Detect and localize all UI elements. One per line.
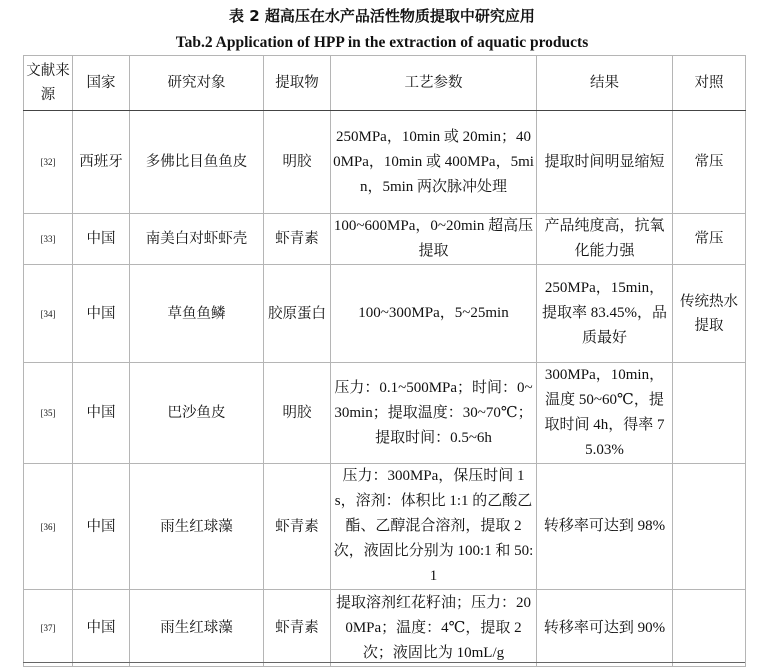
cell-ref: [34] xyxy=(24,265,73,363)
table-row xyxy=(24,214,746,265)
cell-control xyxy=(673,363,746,464)
cell-params: 100~300MPa，5~25min xyxy=(331,265,537,363)
cell-country: 西班牙 xyxy=(73,111,130,214)
cell-control: 常压 xyxy=(673,214,746,265)
cell-result: 转移率可达到 98% xyxy=(537,464,673,590)
cell-country: 中国 xyxy=(73,590,130,667)
cell-object: 草鱼鱼鳞 xyxy=(130,265,264,363)
cell-control xyxy=(673,590,746,667)
cell-extract: 明胶 xyxy=(264,111,331,214)
cell-extract: 虾青素 xyxy=(264,590,331,667)
column-header-params: 工艺参数 xyxy=(331,56,537,111)
column-header-control: 对照 xyxy=(673,56,746,111)
cell-extract: 胶原蛋白 xyxy=(264,265,331,363)
cell-params: 提取溶剂红花籽油；压力：200MPa；温度：4℃，提取 2 次；液固比为 10mL/g xyxy=(331,590,537,667)
cell-params: 压力：0.1~500MPa；时间：0~30min；提取温度：30~70℃；提取时间：0.5~6h xyxy=(331,363,537,464)
table-row xyxy=(24,363,746,464)
cell-result: 提取时间明显缩短 xyxy=(537,111,673,214)
cell-control xyxy=(673,464,746,590)
column-header-object: 研究对象 xyxy=(130,56,264,111)
cell-params: 250MPa，10min 或 20min；400MPa，10min 或 400MPa，5min，5min 两次脉冲处理 xyxy=(331,111,537,214)
cell-ref: [36] xyxy=(24,464,73,590)
cell-country: 中国 xyxy=(73,214,130,265)
table-title-english: Tab.2 Application of HPP in the extraction of aquatic products xyxy=(175,34,589,51)
table-header-row xyxy=(24,56,746,111)
cell-control: 常压 xyxy=(673,111,746,214)
column-header-result: 结果 xyxy=(537,56,673,111)
cell-result: 产品纯度高，抗氧化能力强 xyxy=(537,214,673,265)
column-header-extract: 提取物 xyxy=(264,56,331,111)
column-header-source: 文献来源 xyxy=(24,56,73,111)
cell-country: 中国 xyxy=(73,464,130,590)
cell-extract: 明胶 xyxy=(264,363,331,464)
cell-result: 250MPa，15min，提取率 83.45%，品质最好 xyxy=(537,265,673,363)
table-row xyxy=(24,265,746,363)
table-bottom-rule xyxy=(23,662,745,663)
cell-ref: [32] xyxy=(24,111,73,214)
cell-object: 雨生红球藻 xyxy=(130,464,264,590)
table-row xyxy=(24,111,746,214)
cell-object: 巴沙鱼皮 xyxy=(130,363,264,464)
table-row xyxy=(24,590,746,667)
cell-extract: 虾青素 xyxy=(264,214,331,265)
cell-country: 中国 xyxy=(73,363,130,464)
hpp-application-table xyxy=(23,55,746,667)
table-title-chinese: 表 2 超高压在水产品活性物质提取中研究应用 xyxy=(229,7,535,25)
cell-params: 压力：300MPa，保压时间 1s，溶剂：体积比 1:1 的乙酸乙酯、乙醇混合溶剂，提取 2 次，液固比分别为 100:1 和 50:1 xyxy=(331,464,537,590)
cell-result: 转移率可达到 90% xyxy=(537,590,673,667)
cell-result: 300MPa，10min，温度 50~60℃，提取时间 4h，得率 75.03% xyxy=(537,363,673,464)
cell-params: 100~600MPa，0~20min 超高压提取 xyxy=(331,214,537,265)
cell-object: 雨生红球藻 xyxy=(130,590,264,667)
column-header-country: 国家 xyxy=(73,56,130,111)
cell-control: 传统热水提取 xyxy=(673,265,746,363)
cell-ref: [33] xyxy=(24,214,73,265)
cell-object: 多佛比目鱼鱼皮 xyxy=(130,111,264,214)
cell-ref: [35] xyxy=(24,363,73,464)
cell-country: 中国 xyxy=(73,265,130,363)
cell-ref: [37] xyxy=(24,590,73,667)
table-row xyxy=(24,464,746,590)
cell-object: 南美白对虾虾壳 xyxy=(130,214,264,265)
cell-extract: 虾青素 xyxy=(264,464,331,590)
